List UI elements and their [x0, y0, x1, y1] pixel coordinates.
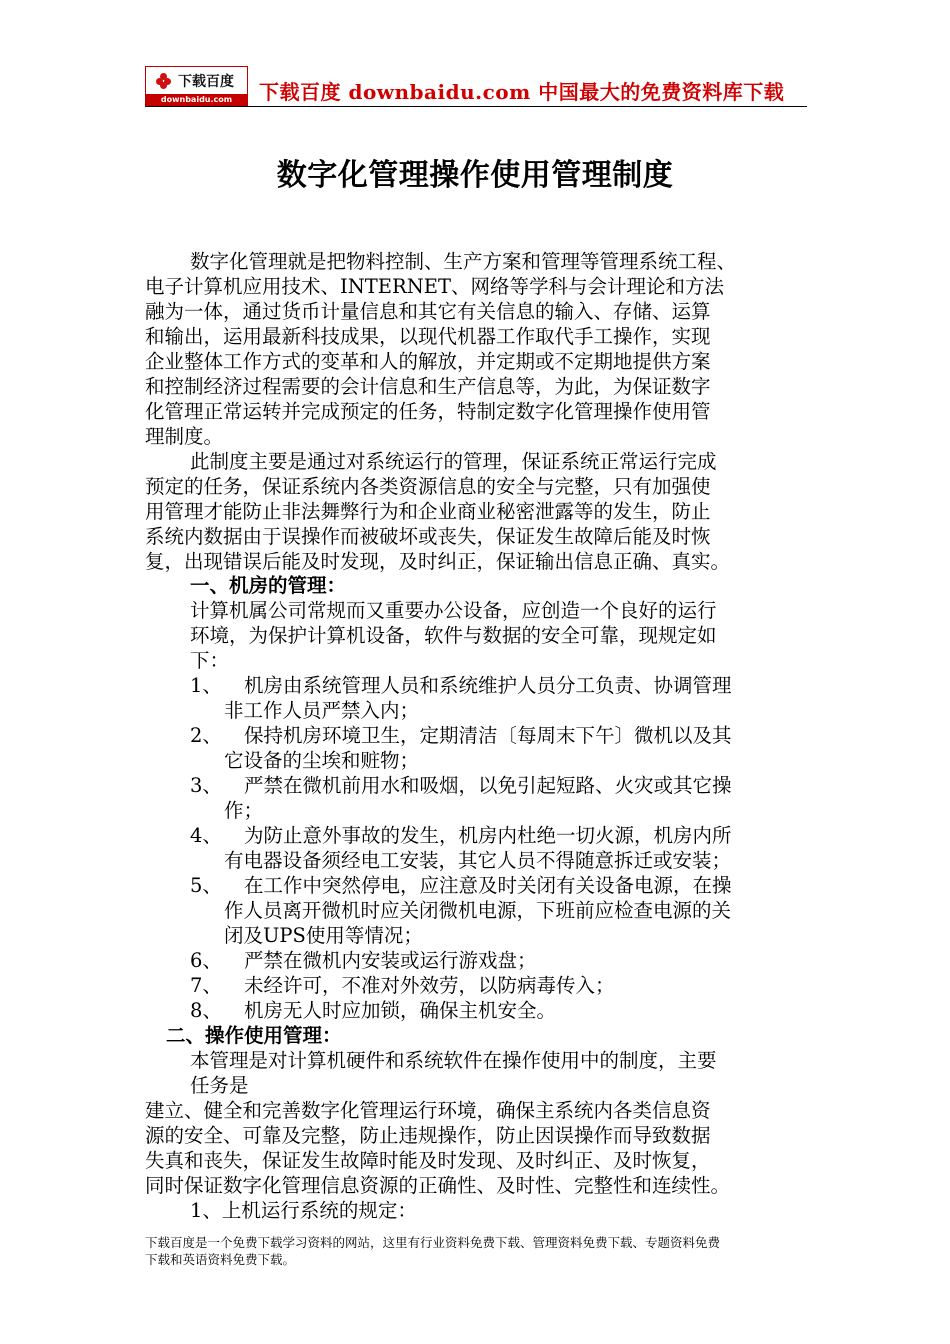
list-item-line: 作； — [224, 799, 264, 822]
list-item-line: 严禁在微机内安装或运行游戏盘； — [244, 949, 537, 972]
intro-p2-line: 用管理才能防止非法舞弊行为和企业商业秘密泄露等的发生，防止 — [145, 500, 711, 523]
list-item-line: 闭及UPS使用等情况； — [224, 924, 423, 947]
intro-p1-line: 理制度。 — [145, 425, 224, 448]
list-item-number: 5、 — [190, 874, 222, 897]
document-title: 数字化管理操作使用管理制度 — [276, 158, 674, 193]
list-item-number: 3、 — [190, 774, 222, 797]
section2-body-line: 源的安全、可靠及完整，防止违规操作，防止因误操作而导致数据 — [145, 1124, 711, 1147]
flower-icon — [156, 73, 172, 89]
intro-p1-line: 电子计算机应用技术、INTERNET、网络等学科与会计理论和方法 — [145, 275, 724, 298]
list-item-line: 为防止意外事故的发生，机房内杜绝一切火源，机房内所 — [244, 824, 732, 847]
footer-line: 下载和英语资料免费下载。 — [145, 1252, 296, 1267]
intro-p1-line: 和控制经济过程需要的会计信息和生产信息等，为此，为保证数字 — [145, 375, 711, 398]
section2-intro-line: 任务是 — [190, 1074, 249, 1097]
list-item-line: 保持机房环境卫生，定期清洁〔每周末下午〕微机以及其 — [244, 724, 732, 747]
list-item-number: 7、 — [190, 974, 222, 997]
intro-p2-line: 系统内数据由于误操作而被破坏或丧失，保证发生故障后能及时恢 — [145, 525, 711, 548]
section1-intro-line: 环境，为保护计算机设备，软件与数据的安全可靠，现规定如 — [190, 624, 717, 647]
logo-subtext: downbaidu.com — [146, 94, 247, 105]
intro-p1-line: 融为一体，通过货币计量信息和其它有关信息的输入、存储、运算 — [145, 300, 711, 323]
section2-body-line: 建立、健全和完善数字化管理运行环境，确保主系统内各类信息资 — [145, 1099, 711, 1122]
list-item-line: 严禁在微机前用水和吸烟，以免引起短路、火灾或其它操 — [244, 774, 732, 797]
list-item-number: 8、 — [190, 999, 222, 1022]
intro-p2-line: 复，出现错误后能及时发现，及时纠正，保证输出信息正确、真实。 — [145, 550, 731, 573]
header-title[interactable]: 下载百度 downbaidu.com 中国最大的免费资料库下载 — [259, 80, 785, 104]
list-item-number: 4、 — [190, 824, 222, 847]
list-item-number: 6、 — [190, 949, 222, 972]
list-item-line: 非工作人员严禁入内； — [224, 699, 420, 722]
intro-p1-line: 数字化管理就是把物料控制、生产方案和管理等管理系统工程、 — [190, 250, 737, 273]
logo-text: 下载百度 — [178, 73, 234, 90]
section2-body-line: 失真和丧失，保证发生故障时能及时发现、及时纠正、及时恢复， — [145, 1149, 711, 1172]
intro-p2-line: 此制度主要是通过对系统运行的管理，保证系统正常运行完成 — [190, 450, 717, 473]
section2-intro-line: 本管理是对计算机硬件和系统软件在操作使用中的制度，主要 — [190, 1049, 717, 1072]
list-item-line: 机房由系统管理人员和系统维护人员分工负责、协调管理 — [244, 674, 732, 697]
list-item-line: 它设备的尘埃和赃物； — [224, 749, 420, 772]
intro-p1-line: 和输出，运用最新科技成果，以现代机器工作取代手工操作，实现 — [145, 325, 711, 348]
section2-body-line: 同时保证数字化管理信息资源的正确性、及时性、完整性和连续性。 — [145, 1174, 731, 1197]
section1-intro-line: 下： — [190, 649, 230, 672]
list-item-line: 未经许可，不准对外效劳，以防病毒传入； — [244, 974, 615, 997]
list-item-line: 作人员离开微机时应关闭微机电源，下班前应检查电源的关 — [224, 899, 732, 922]
section2-subheading: 1、上机运行系统的规定： — [190, 1199, 417, 1222]
site-logo[interactable] — [145, 66, 248, 106]
intro-p1-line: 企业整体工作方式的变革和人的解放，并定期或不定期地提供方案 — [145, 350, 711, 373]
section1-heading: 一、机房的管理： — [190, 574, 347, 597]
header-divider — [145, 106, 807, 107]
intro-p2-line: 预定的任务，保证系统内各类资源信息的安全与完整，只有加强使 — [145, 475, 711, 498]
section2-heading: 二、操作使用管理： — [166, 1024, 342, 1047]
footer-line: 下载百度是一个免费下载学习资料的网站，这里有行业资料免费下载、管理资料免费下载、专题资料免费 — [145, 1235, 721, 1250]
list-item-number: 2、 — [190, 724, 222, 747]
list-item-line: 有电器设备须经电工安装，其它人员不得随意拆迁或安装； — [224, 849, 732, 872]
section1-intro-line: 计算机属公司常规而又重要办公设备，应创造一个良好的运行 — [190, 599, 717, 622]
list-item-line: 机房无人时应加锁，确保主机安全。 — [244, 999, 557, 1022]
list-item-line: 在工作中突然停电，应注意及时关闭有关设备电源，在操 — [244, 874, 732, 897]
page-header — [145, 62, 807, 106]
intro-p1-line: 化管理正常运转并完成预定的任务，特制定数字化管理操作使用管 — [145, 400, 711, 423]
list-item-number: 1、 — [190, 674, 222, 697]
page-footer — [145, 1234, 815, 1268]
